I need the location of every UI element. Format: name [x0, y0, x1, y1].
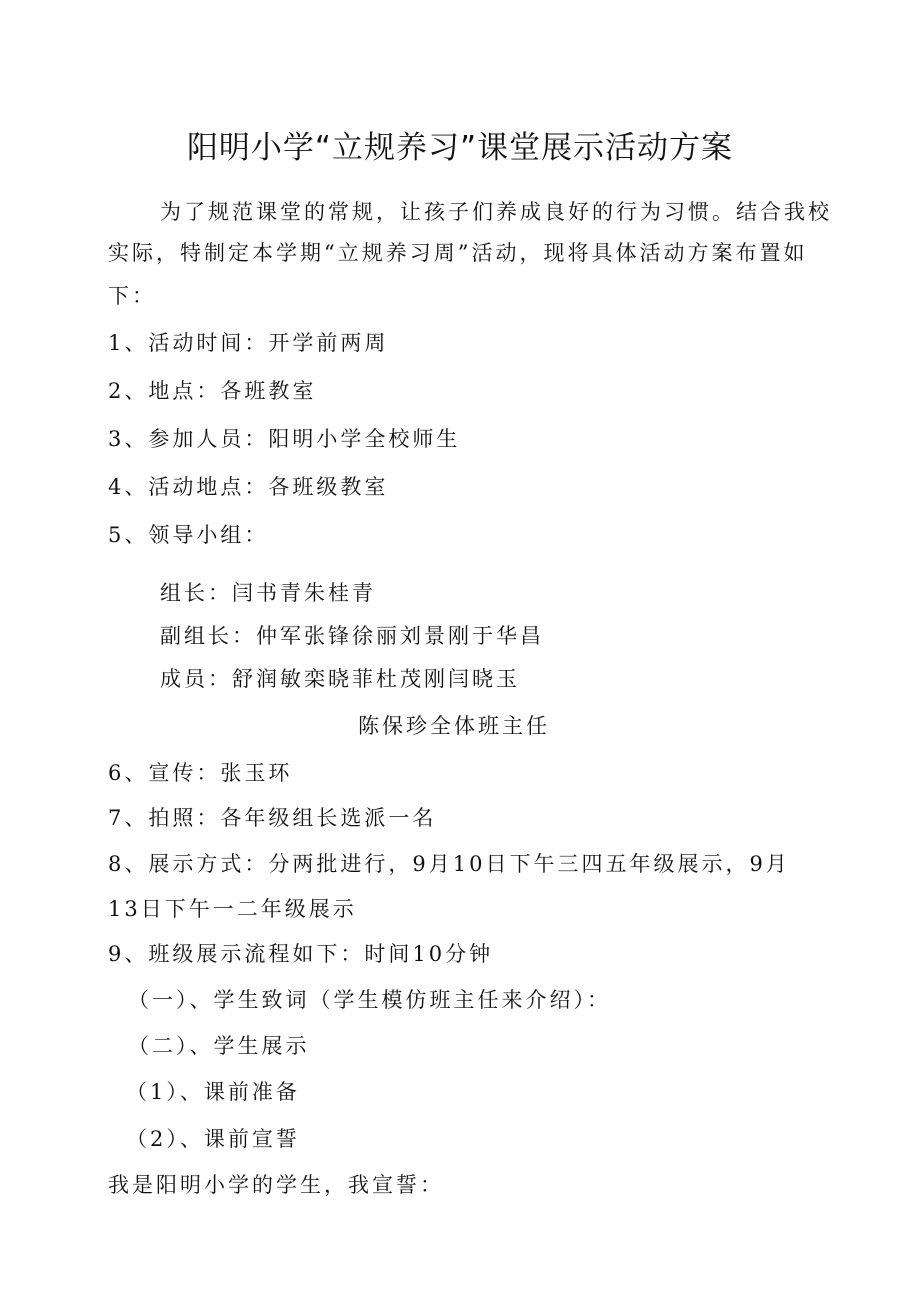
item-leadership-group: 5、领导小组： [108, 523, 269, 547]
document-title: 阳明小学“立规养习”课堂展示活动方案 [186, 130, 734, 166]
intro-line-1: 为了规范课堂的常规，让孩子们养成良好的行为习惯。结合我校 [160, 200, 832, 224]
item-class-display-process: 9、班级展示流程如下：时间10分钟 [108, 942, 494, 966]
leadership-vice-leader: 副组长：仲军张锋徐丽刘景刚于华昌 [160, 624, 544, 648]
item-display-method: 8、展示方式：分两批进行，9月10日下午三四五年级展示，9月 [108, 852, 790, 876]
item-participants: 3、参加人员：阳明小学全校师生 [108, 427, 461, 451]
process-substep-2: （2）、课前宣誓 [126, 1127, 300, 1151]
item-publicity: 6、宣传：张玉环 [108, 761, 293, 785]
oath-intro: 我是阳明小学的学生，我宣誓： [108, 1173, 444, 1197]
item-location: 2、地点：各班教室 [108, 379, 317, 403]
process-step-1: （一）、学生致词（学生模仿班主任来介绍）： [128, 988, 611, 1012]
item-photography: 7、拍照：各年级组长选派一名 [108, 806, 437, 830]
intro-line-3: 下： [108, 284, 156, 308]
leadership-leader: 组长：闫书青朱桂青 [160, 581, 376, 605]
leadership-members-continued: 陈保珍全体班主任 [358, 714, 550, 738]
intro-line-2: 实际，特制定本学期“立规养习周”活动，现将具体活动方案布置如 [108, 241, 808, 265]
item-activity-time: 1、活动时间：开学前两周 [108, 331, 389, 355]
item-display-method-continued: 13日下午一二年级展示 [108, 897, 357, 921]
process-step-2: （二）、学生展示 [128, 1034, 310, 1058]
process-substep-1: （1）、课前准备 [126, 1080, 300, 1104]
item-activity-location: 4、活动地点：各班级教室 [108, 475, 389, 499]
leadership-members: 成员：舒润敏栾晓菲杜茂刚闫晓玉 [160, 667, 520, 691]
